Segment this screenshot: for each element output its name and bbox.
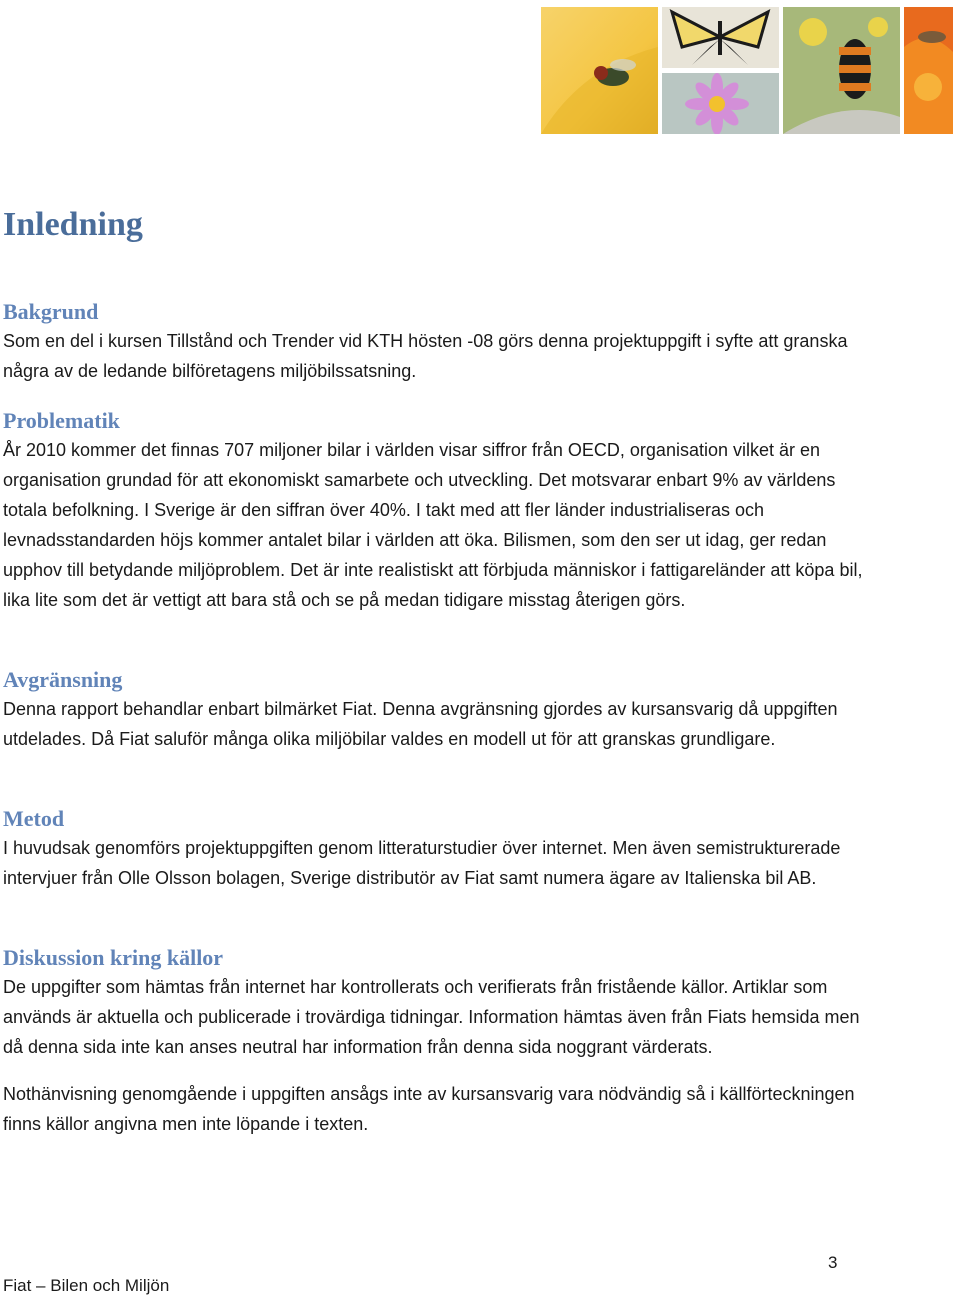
section-paragraph: År 2010 kommer det finnas 707 miljoner bilar i världen visar siffror från OECD, organisation vilket är en organisation grundad för att ekonomiskt samarbete och utveckling. Det motsvarar enbart 9% av världens totala befolkning. I Sverige är den siffran över 40%. I takt med att fler länder industrialiseras och levnadsstandarden höjs kommer antalet bilar i världen att öka. Bilismen, som den ser ut idag, ger redan upphov till betydande miljöproblem. Det är inte realistiskt att förbjuda människor i fattigareländer att köpa bil, lika lite som det är vettigt att bara stå och se på medan tidigare misstag återigen görs. xyxy=(3,440,863,610)
section-paragraph: I huvudsak genomförs projektuppgiften genom litteraturstudier över internet. Men även semistrukturerade intervjuer från Olle Olsson bolagen, Sverige distributör av Fiat samt numera ägare av Italienska bil AB. xyxy=(3,838,841,888)
section-heading: Diskussion kring källor xyxy=(3,945,224,970)
swallowtail-butterfly-photo xyxy=(662,7,779,68)
section-paragraph: Denna rapport behandlar enbart bilmärket Fiat. Denna avgränsning gjordes av kursansvarig då uppgiften utdelades. Då Fiat saluför många olika miljöbilar valdes en modell ut för att granskas grundligare. xyxy=(3,699,838,749)
fly-on-yellow-flower-photo xyxy=(541,7,658,134)
section-heading: Bakgrund xyxy=(3,299,99,324)
page-number: 3 xyxy=(828,1253,838,1272)
section-diskussion xyxy=(3,944,863,1139)
section-avgransning xyxy=(3,666,863,754)
orange-flower-photo xyxy=(904,7,953,134)
section-problematik xyxy=(3,407,863,615)
section-heading: Problematik xyxy=(3,408,120,433)
footer-document-title: Fiat – Bilen och Miljön xyxy=(3,1276,170,1295)
section-heading: Metod xyxy=(3,806,65,831)
section-paragraph: Nothänvisning genomgående i uppgiften ansågs inte av kursansvarig vara nödvändig så i källförteckningen finns källor angivna men inte löpande i texten. xyxy=(3,1084,855,1134)
section-paragraph: De uppgifter som hämtas från internet har kontrollerats och verifierats från fristående källor. Artiklar som används är aktuella och publicerade i trovärdiga tidningar. Information hämtas även från Fiats hemsida men då denna sida inte kan anses neutral har information från denna sida noggrant värderats. xyxy=(3,977,860,1057)
section-paragraph: Som en del i kursen Tillstånd och Trender vid KTH hösten -08 görs denna projektuppgift i syfte att granska några av de ledande bilföretagens miljöbilssatsning. xyxy=(3,331,848,381)
page-title: Inledning xyxy=(3,206,143,243)
purple-daisy-photo xyxy=(662,73,779,134)
section-bakgrund xyxy=(3,298,863,386)
section-heading: Avgränsning xyxy=(3,667,123,692)
section-metod xyxy=(3,805,863,893)
header-photo-strip xyxy=(541,7,953,134)
bumblebee-on-flower-photo xyxy=(783,7,900,134)
